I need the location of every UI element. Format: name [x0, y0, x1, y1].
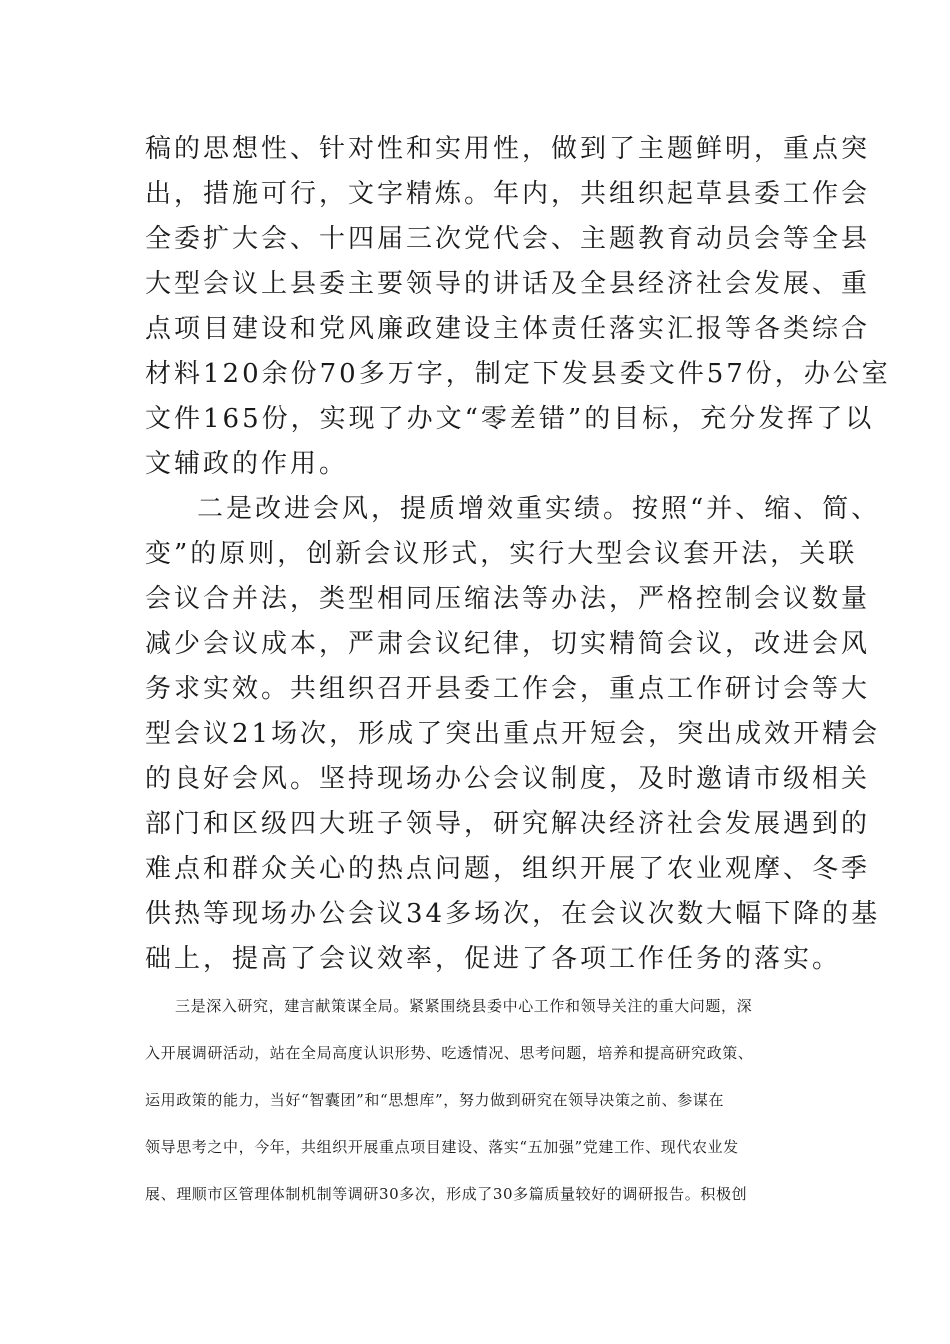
paragraph-1-line: 点项目建设和党风廉政建设主体责任落实汇报等各类综合: [145, 314, 871, 344]
paragraph-2-line: 难点和群众关心的热点问题，组织开展了农业观摩、冬季: [145, 854, 871, 884]
paragraph-2-line: 务求实效。共组织召开县委工作会，重点工作研讨会等大: [145, 674, 871, 704]
paragraph-1-line: 文辅政的作用。: [145, 449, 349, 479]
paragraph-1-line: 材料120余份70多万字，制定下发县委文件57份，办公室: [145, 359, 891, 389]
paragraph-1-line: 出，措施可行，文字精炼。年内，共组织起草县委工作会: [145, 179, 871, 209]
paragraph-1-line: 稿的思想性、针对性和实用性，做到了主题鲜明，重点突: [145, 134, 871, 164]
paragraph-2-line: 二是改进会风，提质增效重实绩。按照“并、缩、简、: [197, 494, 881, 524]
paragraph-2-line: 的良好会风。坚持现场办公会议制度，及时邀请市级相关: [145, 764, 871, 794]
paragraph-3-line: 入开展调研活动，站在全局高度认识形势、吃透情况、思考问题，培养和提高研究政策、: [145, 1044, 754, 1062]
paragraph-1-line: 全委扩大会、十四届三次党代会、主题教育动员会等全县: [145, 224, 871, 254]
paragraph-2-line: 础上，提高了会议效率，促进了各项工作任务的落实。: [145, 944, 842, 974]
paragraph-1-line: 大型会议上县委主要领导的讲话及全县经济社会发展、重: [145, 269, 871, 299]
paragraph-3-line: 运用政策的能力，当好“智囊团”和“思想库”，努力做到研究在领导决策之前、参谋在: [145, 1091, 725, 1109]
paragraph-3-line: 展、理顺市区管理体制机制等调研30多次，形成了30多篇质量较好的调研报告。积极创: [145, 1185, 748, 1203]
paragraph-2-line: 会议合并法，类型相同压缩法等办法，严格控制会议数量: [145, 584, 871, 614]
paragraph-3-line: 三是深入研究，建言献策谋全局。紧紧围绕县委中心工作和领导关注的重大问题，深: [175, 997, 753, 1015]
paragraph-2-line: 减少会议成本，严肃会议纪律，切实精简会议，改进会风: [145, 629, 871, 659]
paragraph-2-line: 部门和区级四大班子领导，研究解决经济社会发展遇到的: [145, 809, 871, 839]
paragraph-1-line: 文件165份，实现了办文“零差错”的目标，充分发挥了以: [145, 404, 875, 434]
paragraph-2-line: 型会议21场次，形成了突出重点开短会，突出成效开精会: [145, 719, 881, 749]
paragraph-2-line: 变”的原则，创新会议形式，实行大型会议套开法，关联: [145, 539, 858, 569]
paragraph-3-line: 领导思考之中，今年，共组织开展重点项目建设、落实“五加强”党建工作、现代农业发: [145, 1138, 739, 1156]
paragraph-2-line: 供热等现场办公会议34多场次，在会议次数大幅下降的基: [145, 899, 881, 929]
